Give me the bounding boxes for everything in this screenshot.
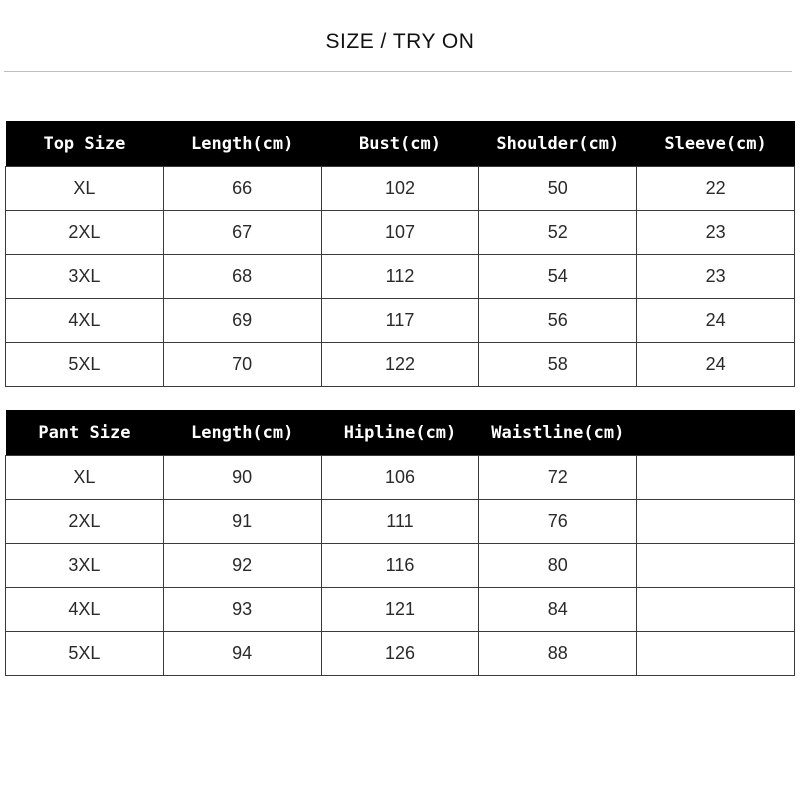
size-cell: XL: [6, 456, 164, 500]
bust-cell: 102: [321, 167, 479, 211]
sleeve-cell: 24: [637, 343, 795, 387]
length-cell: 66: [163, 167, 321, 211]
column-header: Bust(cm): [321, 121, 479, 167]
bust-cell: 117: [321, 299, 479, 343]
empty-cell: [637, 456, 795, 500]
length-cell: 90: [163, 456, 321, 500]
pant-size-table: [5, 410, 795, 676]
column-header: Length(cm): [163, 121, 321, 167]
hipline-cell: 106: [321, 456, 479, 500]
hipline-cell: 116: [321, 544, 479, 588]
length-cell: 91: [163, 500, 321, 544]
length-cell: 69: [163, 299, 321, 343]
table-row: [6, 456, 795, 500]
table-row: [6, 167, 795, 211]
table-row: [6, 343, 795, 387]
bust-cell: 107: [321, 211, 479, 255]
length-cell: 67: [163, 211, 321, 255]
waistline-cell: 72: [479, 456, 637, 500]
length-cell: 93: [163, 588, 321, 632]
empty-cell: [637, 500, 795, 544]
sleeve-cell: 23: [637, 211, 795, 255]
empty-cell: [637, 544, 795, 588]
waistline-cell: 80: [479, 544, 637, 588]
table-header-row: [6, 410, 795, 456]
length-cell: 94: [163, 632, 321, 676]
length-cell: 68: [163, 255, 321, 299]
table-header-row: [6, 121, 795, 167]
sleeve-cell: 22: [637, 167, 795, 211]
table-row: [6, 211, 795, 255]
table-row: [6, 500, 795, 544]
waistline-cell: 88: [479, 632, 637, 676]
waistline-cell: 84: [479, 588, 637, 632]
column-header: Top Size: [6, 121, 164, 167]
size-cell: 4XL: [6, 299, 164, 343]
table-row: [6, 255, 795, 299]
size-cell: 5XL: [6, 343, 164, 387]
column-header: Length(cm): [163, 410, 321, 456]
size-cell: 3XL: [6, 255, 164, 299]
title-divider: [4, 71, 792, 72]
shoulder-cell: 56: [479, 299, 637, 343]
size-cell: 5XL: [6, 632, 164, 676]
shoulder-cell: 54: [479, 255, 637, 299]
table-row: [6, 299, 795, 343]
length-cell: 70: [163, 343, 321, 387]
bust-cell: 122: [321, 343, 479, 387]
size-cell: 2XL: [6, 500, 164, 544]
empty-cell: [637, 588, 795, 632]
table-row: [6, 632, 795, 676]
hipline-cell: 121: [321, 588, 479, 632]
page-title: SIZE / TRY ON: [325, 30, 475, 53]
table-row: [6, 544, 795, 588]
column-header: [637, 410, 795, 456]
shoulder-cell: 52: [479, 211, 637, 255]
table-row: [6, 588, 795, 632]
sleeve-cell: 23: [637, 255, 795, 299]
top-size-table: [5, 121, 795, 387]
size-cell: 4XL: [6, 588, 164, 632]
column-header: Shoulder(cm): [479, 121, 637, 167]
hipline-cell: 111: [321, 500, 479, 544]
bust-cell: 112: [321, 255, 479, 299]
column-header: Waistline(cm): [479, 410, 637, 456]
column-header: Pant Size: [6, 410, 164, 456]
size-cell: XL: [6, 167, 164, 211]
shoulder-cell: 58: [479, 343, 637, 387]
hipline-cell: 126: [321, 632, 479, 676]
sleeve-cell: 24: [637, 299, 795, 343]
shoulder-cell: 50: [479, 167, 637, 211]
column-header: Hipline(cm): [321, 410, 479, 456]
column-header: Sleeve(cm): [637, 121, 795, 167]
waistline-cell: 76: [479, 500, 637, 544]
size-cell: 3XL: [6, 544, 164, 588]
empty-cell: [637, 632, 795, 676]
size-cell: 2XL: [6, 211, 164, 255]
length-cell: 92: [163, 544, 321, 588]
